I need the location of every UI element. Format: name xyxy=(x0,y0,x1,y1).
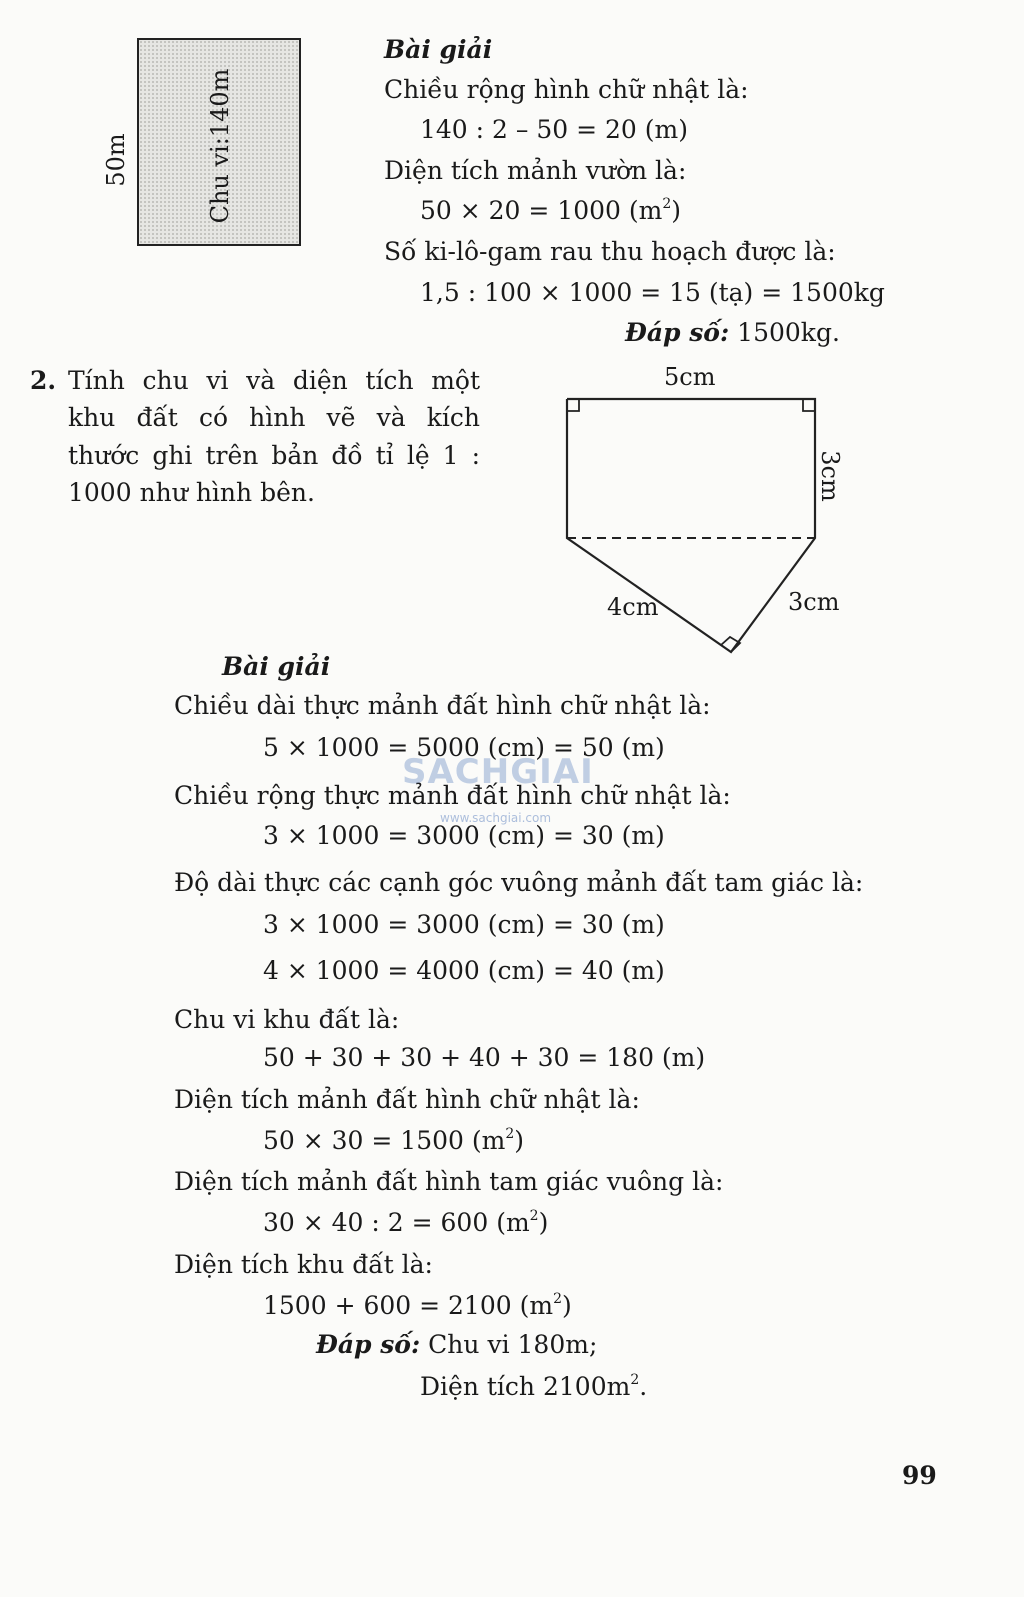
page-number: 99 xyxy=(902,1461,937,1490)
solution-2-line: 5 × 1000 = 5000 (cm) = 50 (m) xyxy=(263,733,665,762)
solution-2-line: 1500 + 600 = 2100 $(m^2)$ xyxy=(263,1290,572,1320)
solution-2-line: Diện tích mảnh đất hình chữ nhật là: xyxy=(174,1085,640,1114)
solution-2-line: 50 × 30 = 1500 $(m^2)$ xyxy=(263,1125,525,1155)
solution-2-answer-line-1: Đáp số: Chu vi 180m; xyxy=(316,1330,598,1359)
solution-1-answer: Đáp số: 1500kg. xyxy=(625,318,840,347)
figure-leg-3cm-label: 3cm xyxy=(788,588,840,616)
solution-1-line: Diện tích mảnh vườn là: xyxy=(384,156,687,185)
solution-2-line: 50 + 30 + 30 + 40 + 30 = 180 (m) xyxy=(263,1043,706,1072)
figure-right-label: 3cm xyxy=(816,450,844,502)
solution-1-line: Số ki-lô-gam rau thu hoạch được là: xyxy=(384,237,836,266)
problem-2-text-line: 1000 như hình bên. xyxy=(68,478,315,507)
solution-1-line: 50 × 20 = 1000 $(m^2)$ xyxy=(420,195,682,225)
solution-2-line: Chu vi khu đất là: xyxy=(174,1005,400,1034)
solution-2-line: Diện tích khu đất là: xyxy=(174,1250,433,1279)
solution-2-answer-line-2: Diện tích $2100m^2$. xyxy=(420,1371,648,1401)
solution-2-line: 4 × 1000 = 4000 (cm) = 40 (m) xyxy=(263,956,665,985)
watermark-logo: SACHGIAI xyxy=(402,752,594,792)
solution-2-line: 3 × 1000 = 3000 (cm) = 30 (m) xyxy=(263,910,665,939)
solution-2-line: 3 × 1000 = 3000 (cm) = 30 (m) xyxy=(263,821,665,850)
problem-2-text-line: thước ghi trên bản đồ tỉ lệ 1 : xyxy=(68,441,480,470)
solution-1-line: 140 : 2 – 50 = 20 (m) xyxy=(420,115,688,144)
watermark-url: www.sachgiai.com xyxy=(440,811,552,825)
figure-top-label: 5cm xyxy=(664,363,716,391)
rect-side-label: 50m xyxy=(102,133,130,187)
solution-2-line: Chiều rộng thực mảnh đất hình chữ nhật là: xyxy=(174,781,731,810)
rect-perimeter-label: Chu vi:140m xyxy=(206,68,234,224)
solution-2-line: Chiều dài thực mảnh đất hình chữ nhật là: xyxy=(174,691,711,720)
solution-1-line: Chiều rộng hình chữ nhật là: xyxy=(384,75,749,104)
solution-2-heading: Bài giải xyxy=(222,652,331,681)
solution-2-line: 30 × 40 : 2 = 600 $(m^2)$ xyxy=(263,1207,549,1237)
land-plot-figure xyxy=(555,390,835,670)
solution-2-line: Độ dài thực các cạnh góc vuông mảnh đất tam giác là: xyxy=(174,868,864,897)
problem-2-number: 2. xyxy=(30,366,57,395)
figure-leg-4cm-label: 4cm xyxy=(607,593,659,621)
solution-2-line: Diện tích mảnh đất hình tam giác vuông là: xyxy=(174,1167,724,1196)
problem-2-text-line: Tính chu vi và diện tích một xyxy=(68,366,480,395)
problem-2-text-line: khu đất có hình vẽ và kích xyxy=(68,403,480,432)
solution-1-heading: Bài giải xyxy=(384,35,493,64)
solution-1-line: 1,5 : 100 × 1000 = 15 (tạ) = 1500kg xyxy=(420,278,885,307)
